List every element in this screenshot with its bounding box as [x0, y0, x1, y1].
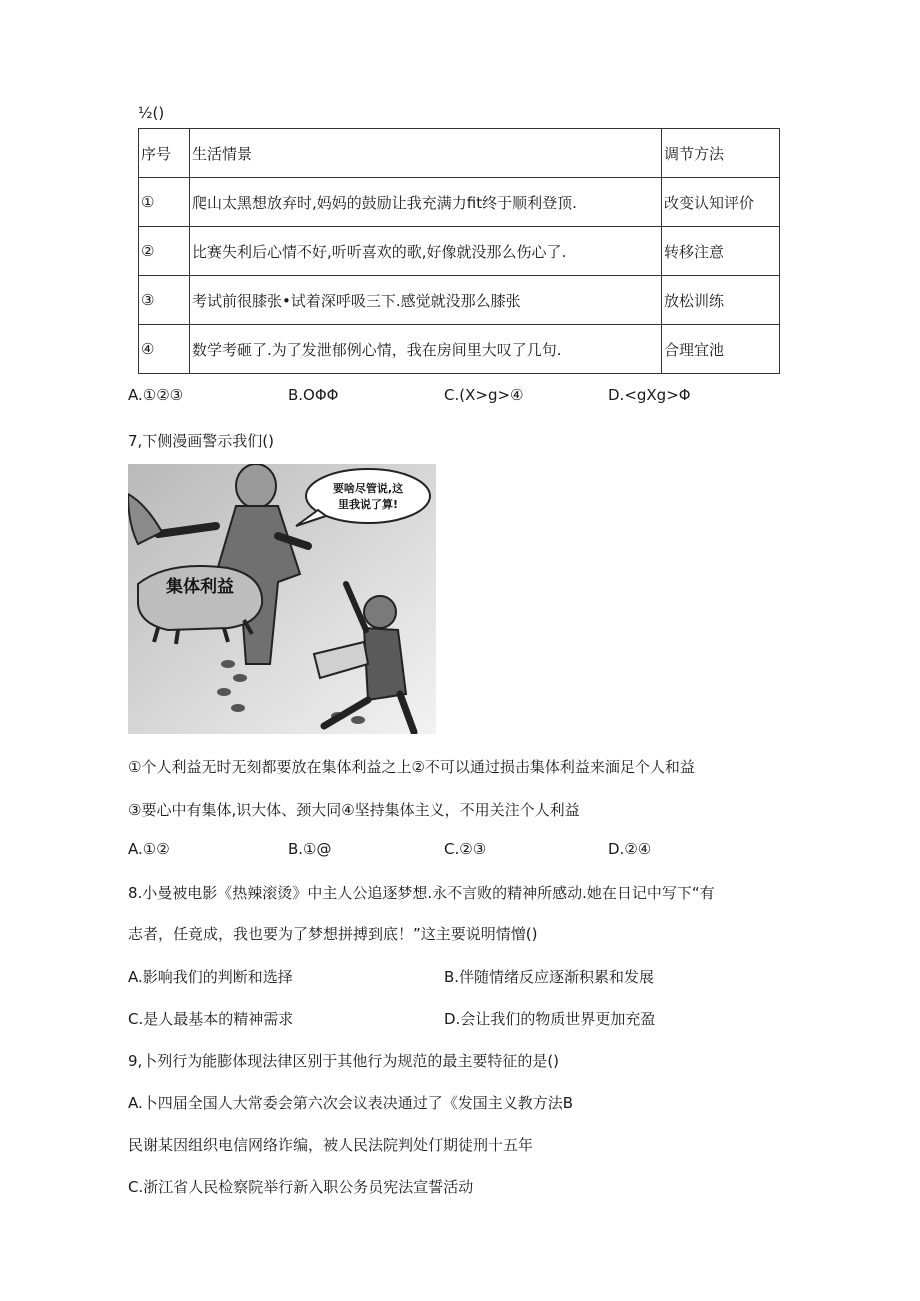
q6-table: [138, 128, 780, 374]
table-header-row: [139, 129, 780, 178]
row-scenario: 爬山太黑想放弃时,妈妈的鼓励让我充满力fit终于顺利登顶.: [190, 178, 662, 227]
header-scenario: 生活情景: [190, 129, 662, 178]
header-method: 调节方法: [662, 129, 780, 178]
q6-option-b: B.OΦΦ: [288, 386, 339, 404]
row-index: ④: [139, 325, 190, 374]
q9-option-a: A.卜四届全国人大常委会第六次会议表决通过了《发国主义教方法B: [128, 1094, 574, 1112]
row-method: 放松训练: [662, 276, 780, 325]
q8-stem-line-2: 志者，任竟成，我也要为了梦想拼搏到底！”这主要说明情憎(): [128, 925, 538, 943]
q7-option-b: B.①@: [288, 840, 332, 858]
speech-line-1: 要啥尽管说,这: [332, 482, 404, 495]
q8-stem-line-1: 8.小曼被电影《热辣滚烫》中主人公追逐梦想.永不言败的精神所感动.她在日记中写下“有: [128, 884, 715, 902]
q7-stem: 7,下侧漫画警示我们(): [128, 432, 275, 450]
header-index: 序号: [139, 129, 190, 178]
table-row: [139, 325, 780, 374]
row-scenario: 比赛失利后心情不好,听听喜欢的歌,好像就没那么伤心了.: [190, 227, 662, 276]
table-row: [139, 276, 780, 325]
row-index: ③: [139, 276, 190, 325]
q6-option-c: C.(X>g>④: [444, 386, 524, 404]
row-method: 合理宜池: [662, 325, 780, 374]
q8-option-b: B.伴随情绪反应逐渐积累和发展: [444, 968, 655, 986]
q9-option-b: 民谢某因组织电信网络诈编，被人民法院判处仃期徒刑十五年: [128, 1136, 534, 1154]
row-method: 转移注意: [662, 227, 780, 276]
speech-line-2: 里我说了算!: [337, 498, 399, 511]
q8-option-c: C.是人最基本的精神需求: [128, 1010, 294, 1028]
table-row: [139, 178, 780, 227]
row-scenario: 数学考砸了.为了发泄郁例心情，我在房间里大叹了几句.: [190, 325, 662, 374]
row-index: ②: [139, 227, 190, 276]
q6-stem: ½(): [138, 104, 165, 122]
comic-illustration: [128, 464, 436, 734]
q7-statement-line-2: ③要心中有集体,识大体、颈大同④坚持集体主义，不用关注个人利益: [128, 801, 580, 819]
q7-statement-line-1: ①个人利益无时无刻都要放在集体利益之上②不可以通过损击集体利益来湎足个人和益: [128, 758, 695, 776]
q7-option-a: A.①②: [128, 840, 170, 858]
q8-option-d: D.会让我们的物质世界更加充盈: [444, 1010, 656, 1028]
q9-option-c: C.浙江省人民检察院举行新入职公务员宪法宣誓活动: [128, 1178, 474, 1196]
q6-option-a: A.①②③: [128, 386, 184, 404]
q8-option-a: A.影响我们的判断和选择: [128, 968, 293, 986]
q7-option-c: C.②③: [444, 840, 487, 858]
q7-option-d: D.②④: [608, 840, 652, 858]
table-row: [139, 227, 780, 276]
row-index: ①: [139, 178, 190, 227]
q6-option-d: D.<gXg>Φ: [608, 386, 691, 404]
row-method: 改变认知评价: [662, 178, 780, 227]
q9-stem: 9,卜列行为能膨体现法律区别于其他行为规范的最主要特征的是(): [128, 1052, 560, 1070]
row-scenario: 考试前很膝张•试着深呼吸三下.感觉就没那么膝张: [190, 276, 662, 325]
pig-label: 集体利益: [166, 577, 234, 597]
